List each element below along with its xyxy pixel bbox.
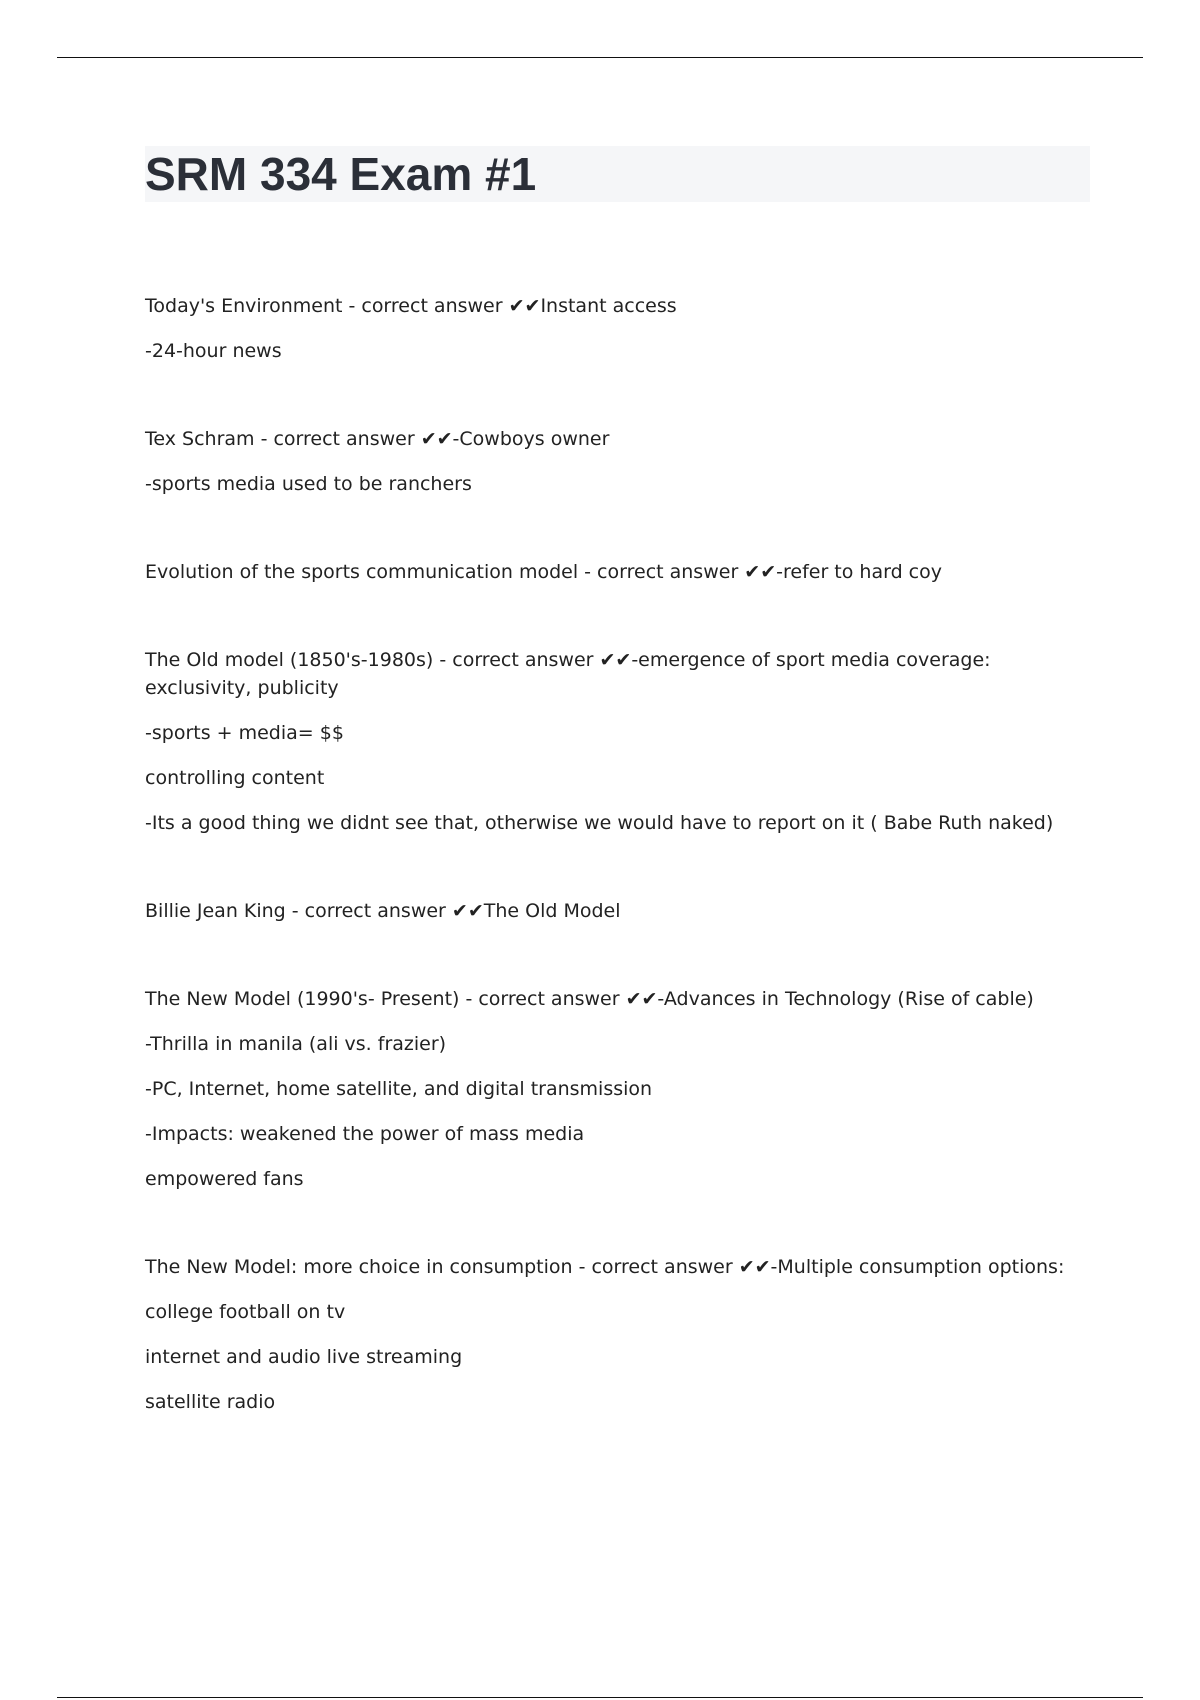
top-rule bbox=[57, 57, 1143, 58]
entry-line: -PC, Internet, home satellite, and digital transmission bbox=[145, 1078, 653, 1100]
document-body bbox=[145, 292, 1065, 1476]
entry-evolution-model bbox=[145, 558, 1065, 586]
entry-line: Billie Jean King - correct answer ✔✔The Old Model bbox=[145, 900, 621, 922]
entry-line: controlling content bbox=[145, 767, 325, 789]
entry-line: -sports media used to be ranchers bbox=[145, 473, 472, 495]
entry-line: -Its a good thing we didnt see that, otherwise we would have to report on it ( Babe Ruth naked) bbox=[145, 812, 1054, 834]
entry-billie-jean-king bbox=[145, 897, 1065, 925]
entry-line: -sports + media= $$ bbox=[145, 722, 344, 744]
page-title: SRM 334 Exam #1 bbox=[145, 148, 537, 200]
entry-todays-environment bbox=[145, 292, 1065, 365]
entry-line: -Impacts: weakened the power of mass media bbox=[145, 1123, 585, 1145]
entry-new-model bbox=[145, 985, 1065, 1193]
entry-tex-schram bbox=[145, 425, 1065, 498]
entry-line: Evolution of the sports communication model - correct answer ✔✔-refer to hard coy bbox=[145, 561, 942, 583]
entry-line: college football on tv bbox=[145, 1301, 346, 1323]
bottom-rule bbox=[57, 1697, 1143, 1698]
entry-new-model-choice bbox=[145, 1253, 1065, 1416]
entry-line: empowered fans bbox=[145, 1168, 304, 1190]
entry-line: -Thrilla in manila (ali vs. frazier) bbox=[145, 1033, 447, 1055]
entry-line: Today's Environment - correct answer ✔✔Instant access bbox=[145, 295, 677, 317]
entry-line: The New Model (1990's- Present) - correct answer ✔✔-Advances in Technology (Rise of cable) bbox=[145, 988, 1034, 1010]
entry-line: The New Model: more choice in consumption - correct answer ✔✔-Multiple consumption options: bbox=[145, 1256, 1065, 1278]
entry-old-model bbox=[145, 646, 1065, 837]
entry-line: satellite radio bbox=[145, 1391, 276, 1413]
entry-line: -24-hour news bbox=[145, 340, 282, 362]
entry-line: Tex Schram - correct answer ✔✔-Cowboys owner bbox=[145, 428, 610, 450]
entry-line: internet and audio live streaming bbox=[145, 1346, 463, 1368]
entry-line: The Old model (1850's-1980s) - correct answer ✔✔-emergence of sport media coverage: exclusivity, publicity bbox=[145, 649, 991, 699]
